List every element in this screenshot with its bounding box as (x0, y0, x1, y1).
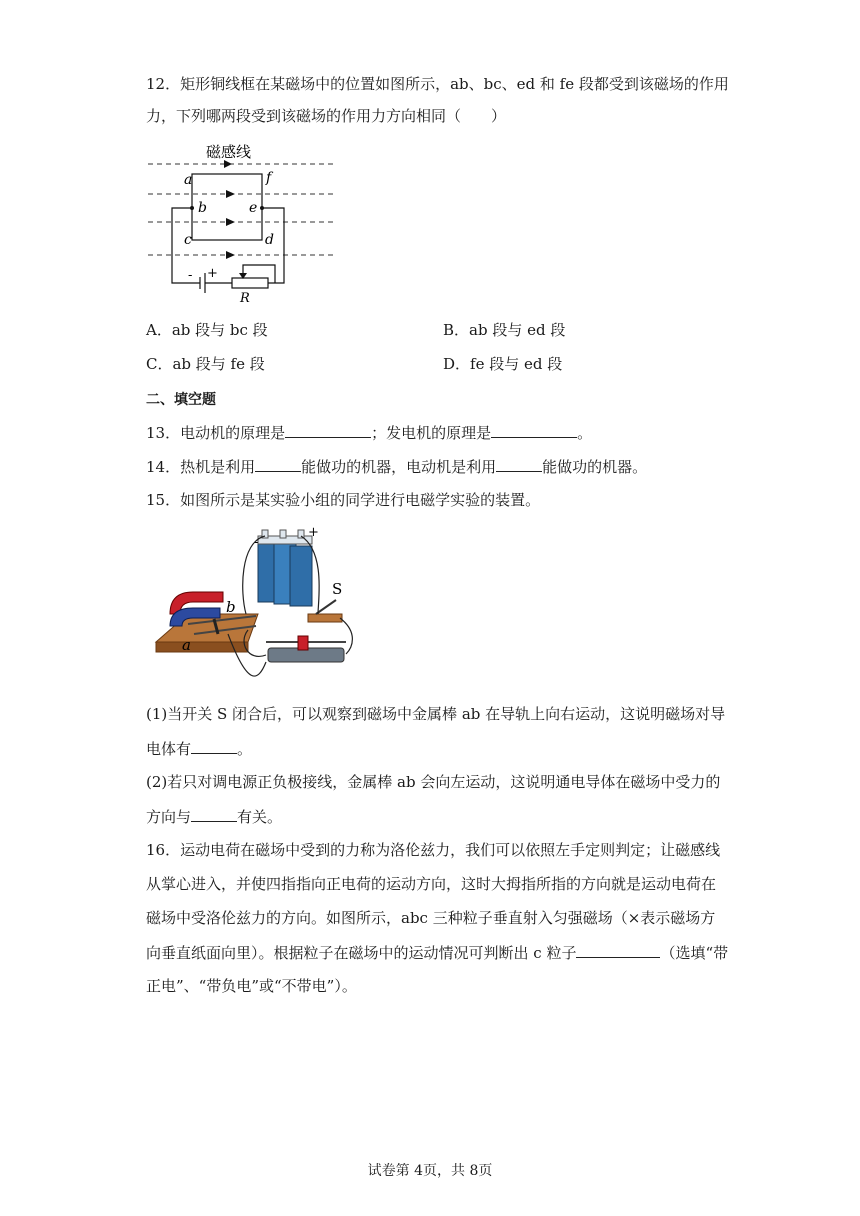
section-heading-fill-in: 二、填空题 (146, 392, 216, 408)
label-battery-positive: + (207, 266, 218, 281)
switch-base (308, 614, 342, 622)
q14 (146, 456, 647, 477)
label-a: a (184, 172, 193, 188)
q13-text-1: 13．电动机的原理是 (146, 424, 286, 442)
q15-sub1-end: 。 (237, 740, 253, 758)
field-lines (148, 164, 335, 255)
q15-sub2-end: 有关。 (237, 808, 283, 826)
label-d: d (265, 232, 274, 248)
q15-sub1-line1: (1)当开关 S 闭合后，可以观察到磁场中金属棒 ab 在导轨上向右运动，这说明磁场对导 (146, 705, 726, 723)
label-R: R (240, 291, 250, 305)
q15-apparatus-figure (148, 522, 368, 687)
q14-blank-2[interactable] (496, 456, 542, 472)
q16-line1: 16．运动电荷在磁场中受到的力称为洛伦兹力，我们可以依照左手定则判定；让磁感线 (146, 841, 721, 859)
q13-text-2: ；发电机的原理是 (371, 424, 492, 442)
q16-choice-hint: （选填“带 (660, 944, 729, 962)
q15-sub2-text: 方向与 (146, 808, 192, 826)
label-battery-plus: + (308, 525, 319, 540)
q13-blank-1[interactable] (285, 422, 371, 438)
label-e: e (249, 200, 258, 216)
q13-blank-2[interactable] (491, 422, 577, 438)
q15-sub2-line2 (146, 806, 282, 827)
q14-text-2: 能做功的机器，电动机是利用 (301, 458, 497, 476)
q15-sub1-line2 (146, 738, 252, 759)
q16-line5: 正电”、“带负电”或“不带电”）。 (146, 977, 357, 995)
q16-text: 向垂直纸面向里）。根据粒子在磁场中的运动情况可判断出 c 粒子 (146, 944, 577, 962)
q15-stem: 15．如图所示是某实验小组的同学进行电磁学实验的装置。 (146, 491, 541, 509)
q15-sub1-text: 电体有 (146, 740, 192, 758)
label-b: b (226, 598, 236, 616)
q12-magnetic-field-figure (140, 140, 340, 305)
q13 (146, 422, 592, 443)
q16-line4 (146, 942, 728, 963)
field-direction-arrows (224, 160, 235, 259)
q12-option-a[interactable]: A．ab 段与 bc 段 (146, 321, 268, 339)
q14-text-1: 14．热机是利用 (146, 458, 256, 476)
q12-option-d[interactable]: D．fe 段与 ed 段 (443, 355, 563, 373)
label-f: f (266, 170, 272, 186)
q13-text-3: 。 (577, 424, 593, 442)
label-switch-S: S (332, 580, 343, 598)
q16-line2: 从掌心进入，并使四指指向正电荷的运动方向，这时大拇指所指的方向就是运动电荷在 (146, 875, 717, 893)
label-c: c (184, 232, 192, 248)
label-b: b (198, 200, 207, 216)
label-a: a (182, 636, 191, 654)
q14-text-3: 能做功的机器。 (542, 458, 648, 476)
label-battery-minus: - (254, 535, 259, 550)
battery-pack (258, 530, 312, 606)
figure-title-field-lines: 磁感线 (206, 143, 252, 161)
q12-option-b[interactable]: B．ab 段与 ed 段 (443, 321, 566, 339)
label-battery-negative: - (188, 268, 193, 283)
q16-blank[interactable] (576, 942, 660, 958)
rheostat (232, 278, 268, 288)
page-footer: 试卷第 4页，共 8页 (367, 1163, 493, 1179)
q15-sub2-blank[interactable] (191, 806, 237, 822)
q12-stem-line2: 力，下列哪两段受到该磁场的作用力方向相同（ ） (146, 107, 507, 125)
q15-sub1-blank[interactable] (191, 738, 237, 754)
q16-line3: 磁场中受洛伦兹力的方向。如图所示，abc 三种粒子垂直射入匀强磁场（×表示磁场方 (146, 909, 716, 927)
q12-option-c[interactable]: C．ab 段与 fe 段 (146, 355, 265, 373)
q12-stem-line1: 12．矩形铜线框在某磁场中的位置如图所示，ab、bc、ed 和 fe 段都受到该磁场的作用 (146, 75, 729, 93)
q15-sub2-line1: (2)若只对调电源正负极接线，金属棒 ab 会向左运动，这说明通电导体在磁场中受力的 (146, 773, 721, 791)
q14-blank-1[interactable] (255, 456, 301, 472)
